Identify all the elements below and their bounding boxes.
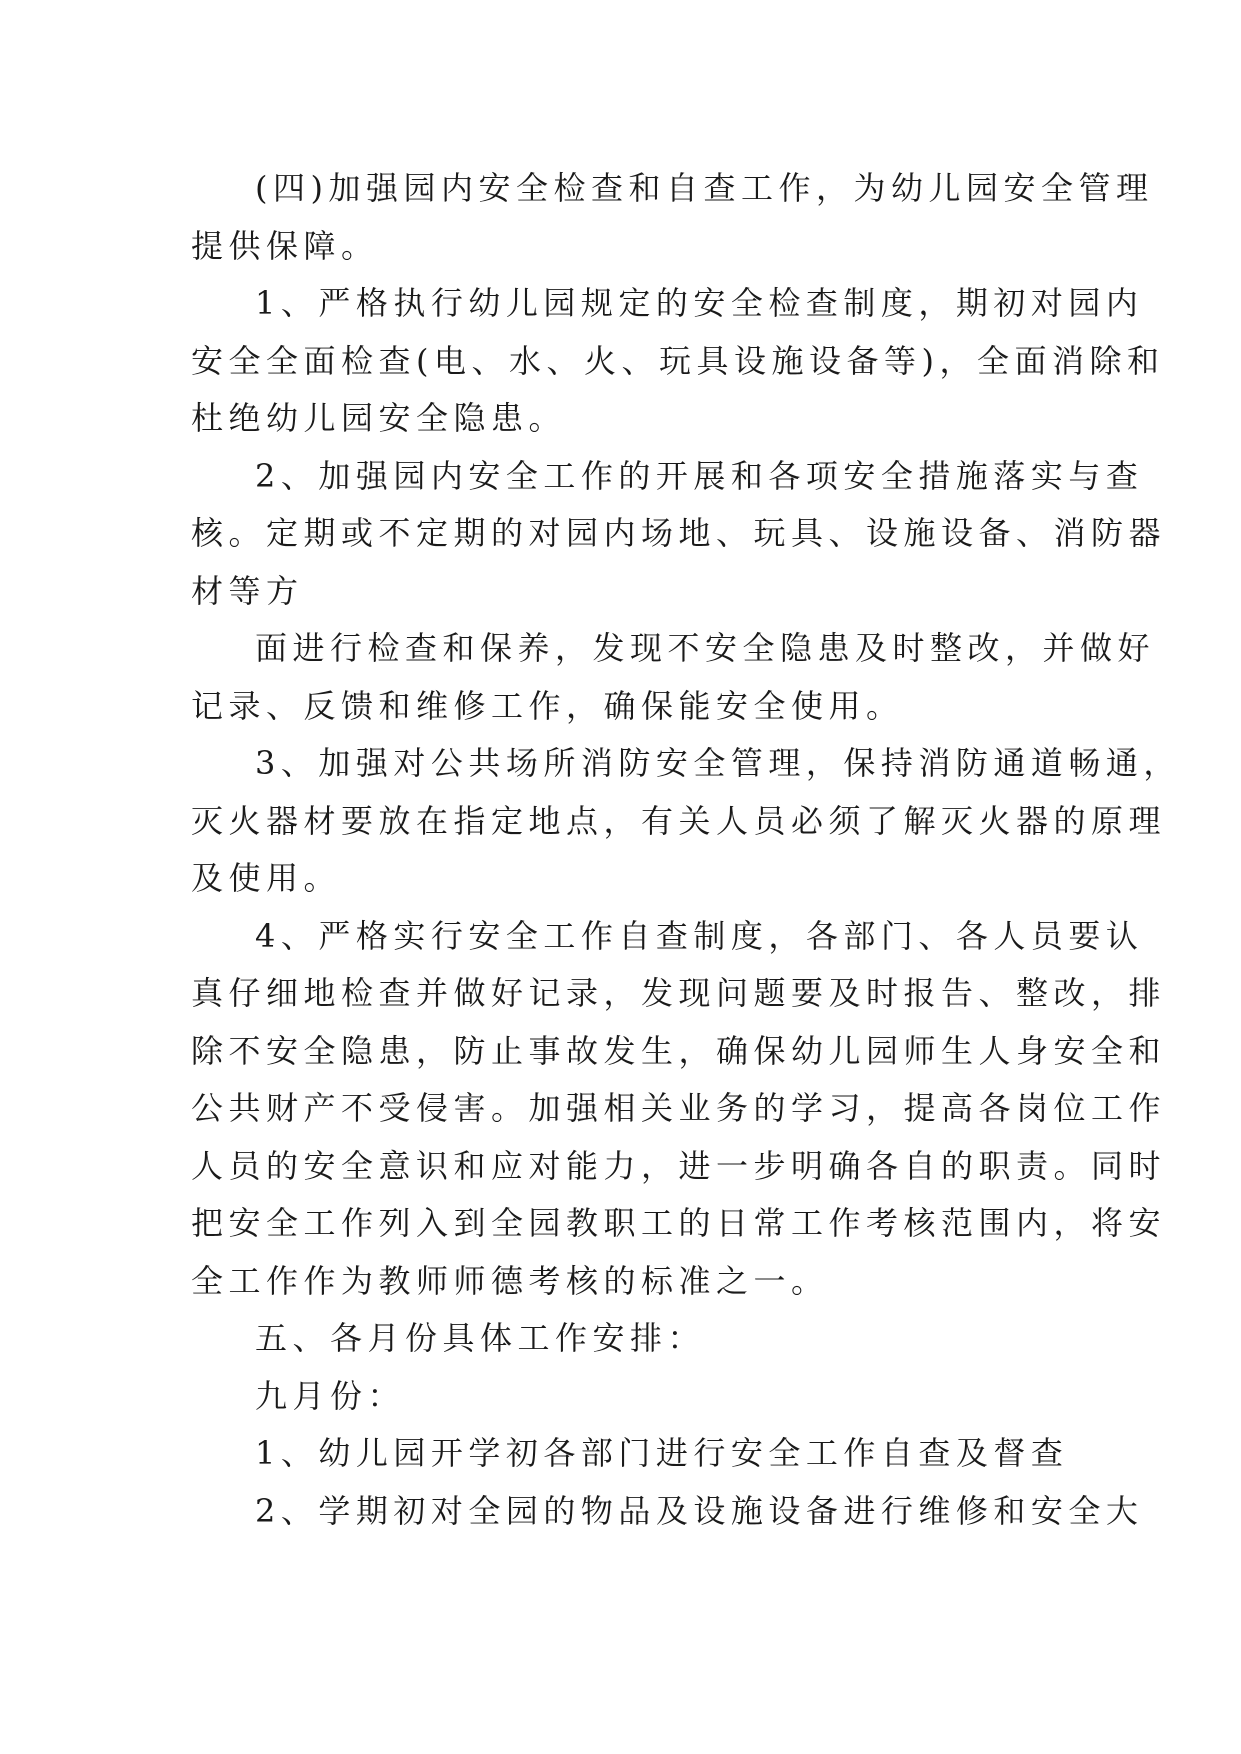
text-line: 杜绝幼儿园安全隐患。 xyxy=(191,399,567,437)
text-line: 全工作作为教师师德考核的标准之一。 xyxy=(191,1261,829,1300)
text-line: 除不安全隐患，防止事故发生，确保幼儿园师生人身安全和 xyxy=(191,1031,1167,1070)
text-line: 2、学期初对全园的物品及设施设备进行维修和安全大 xyxy=(255,1491,1144,1530)
text-line: 安全全面检查(电、水、火、玩具设施设备等)，全面消除和 xyxy=(191,341,1165,380)
month-heading: 九月份： xyxy=(255,1376,406,1415)
text-line: (四)加强园内安全检查和自查工作，为幼儿园安全管理 xyxy=(255,169,1154,207)
document-body xyxy=(191,160,1181,1540)
text-line: 核。定期或不定期的对园内场地、玩具、设施设备、消防器 xyxy=(191,514,1167,552)
text-line: 1、严格执行幼儿园规定的安全检查制度，期初对园内 xyxy=(255,284,1144,322)
text-line: 公共财产不受侵害。加强相关业务的学习，提高各岗位工作 xyxy=(191,1089,1167,1127)
text-line: 及使用。 xyxy=(191,859,342,897)
text-line: 真仔细地检查并做好记录，发现问题要及时报告、整改，排 xyxy=(191,974,1167,1012)
section-heading: 五、各月份具体工作安排： xyxy=(255,1319,706,1357)
text-line: 材等方 xyxy=(191,571,304,610)
text-line: 把安全工作列入到全园教职工的日常工作考核范围内，将安 xyxy=(191,1204,1167,1242)
text-line: 面进行检查和保养，发现不安全隐患及时整改，并做好 xyxy=(255,629,1156,667)
text-line: 记录、反馈和维修工作，确保能安全使用。 xyxy=(191,686,904,725)
text-line: 1、幼儿园开学初各部门进行安全工作自查及督查 xyxy=(255,1434,1069,1472)
text-line: 灭火器材要放在指定地点，有关人员必须了解灭火器的原理 xyxy=(191,801,1167,840)
text-line: 提供保障。 xyxy=(191,226,379,265)
text-line: 4、严格实行安全工作自查制度，各部门、各人员要认 xyxy=(255,916,1144,955)
text-line: 3、加强对公共场所消防安全管理，保持消防通道畅通， xyxy=(255,744,1181,782)
text-line: 人员的安全意识和应对能力，进一步明确各自的职责。同时 xyxy=(191,1146,1167,1185)
text-line: 2、加强园内安全工作的开展和各项安全措施落实与查 xyxy=(255,456,1144,495)
